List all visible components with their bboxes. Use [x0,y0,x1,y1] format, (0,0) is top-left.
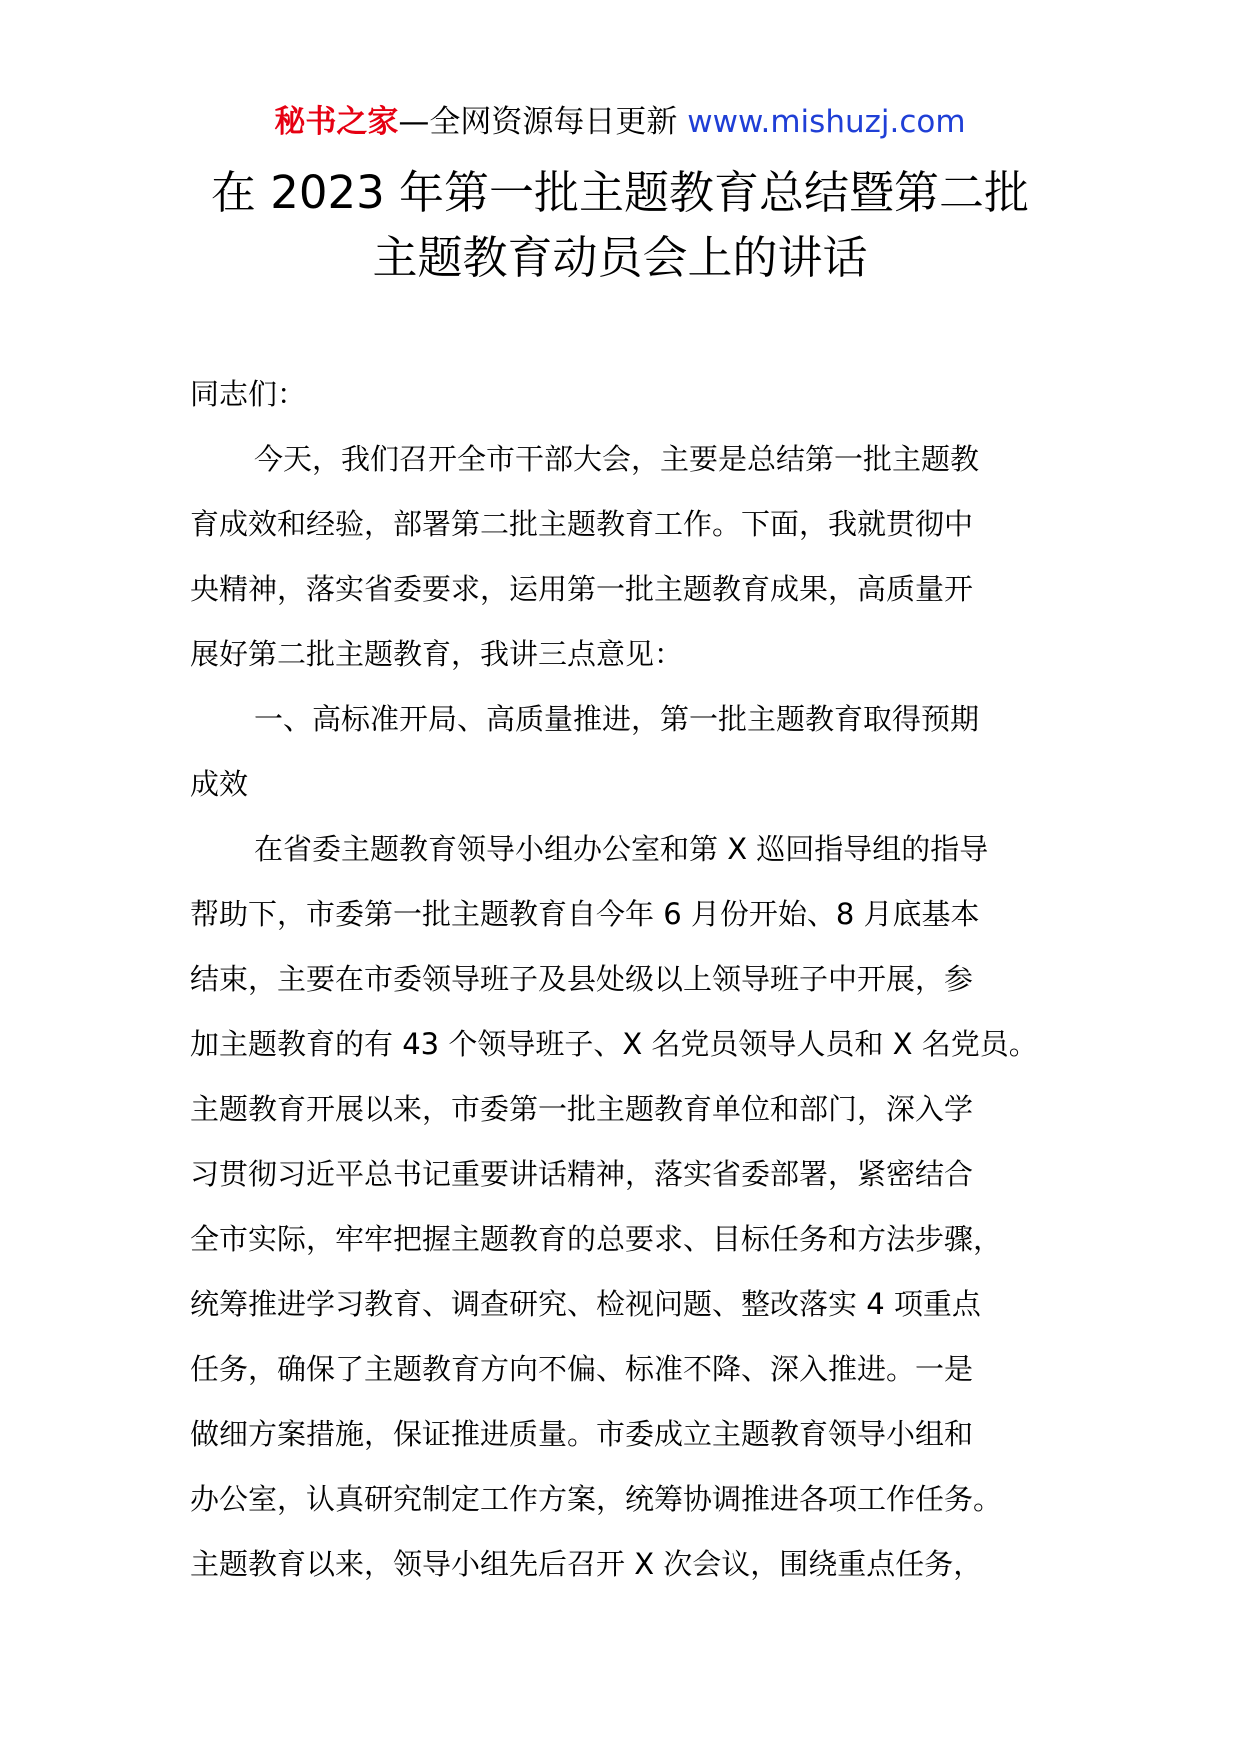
section-heading-line: 一、高标准开局、高质量推进，第一批主题教育取得预期 [254,702,980,736]
document-body [190,362,1080,1597]
paragraph-line: 办公室，认真研究制定工作方案，统筹协调推进各项工作任务。 [190,1482,1003,1516]
paragraph-line: 结束，主要在市委领导班子及县处级以上领导班子中开展，参 [190,962,974,996]
paragraph-line: 统筹推进学习教育、调查研究、检视问题、整改落实 4 项重点 [190,1287,981,1321]
paragraph-line: 主题教育开展以来，市委第一批主题教育单位和部门，深入学 [190,1092,974,1126]
paragraph-line: 在省委主题教育领导小组办公室和第 X 巡回指导组的指导 [254,832,989,866]
paragraph-line: 今天，我们召开全市干部大会，主要是总结第一批主题教 [254,442,980,476]
section-heading-line: 成效 [190,767,249,801]
paragraph-line: 全市实际，牢牢把握主题教育的总要求、目标任务和方法步骤， [190,1222,1003,1256]
paragraph-line: 央精神，落实省委要求，运用第一批主题教育成果，高质量开 [190,572,974,606]
paragraph-line: 帮助下，市委第一批主题教育自今年 6 月份开始、8 月底基本 [190,897,980,931]
paragraph-line: 育成效和经验，部署第二批主题教育工作。下面，我就贯彻中 [190,507,974,541]
paragraph-line: 任务，确保了主题教育方向不偏、标准不降、深入推进。一是 [190,1352,974,1386]
paragraph-line: 加主题教育的有 43 个领导班子、X 名党员领导人员和 X 名党员。 [190,1027,1038,1061]
paragraph-line: 主题教育以来，领导小组先后召开 X 次会议，围绕重点任务， [190,1547,983,1581]
document-title-line-2: 主题教育动员会上的讲话 [372,231,868,284]
site-header [0,102,1240,142]
site-slogan: —全网资源每日更新 [398,104,678,140]
salutation: 同志们： [190,377,307,411]
site-url-link[interactable]: www.mishuzj.com [687,104,966,140]
paragraph-line: 做细方案措施，保证推进质量。市委成立主题教育领导小组和 [190,1417,974,1451]
site-brand: 秘书之家 [274,104,399,140]
paragraph-line: 习贯彻习近平总书记重要讲话精神，落实省委部署，紧密结合 [190,1157,974,1191]
paragraph-line: 展好第二批主题教育，我讲三点意见： [190,637,684,671]
document-title-line-1: 在 2023 年第一批主题教育总结暨第二批 [210,166,1030,219]
